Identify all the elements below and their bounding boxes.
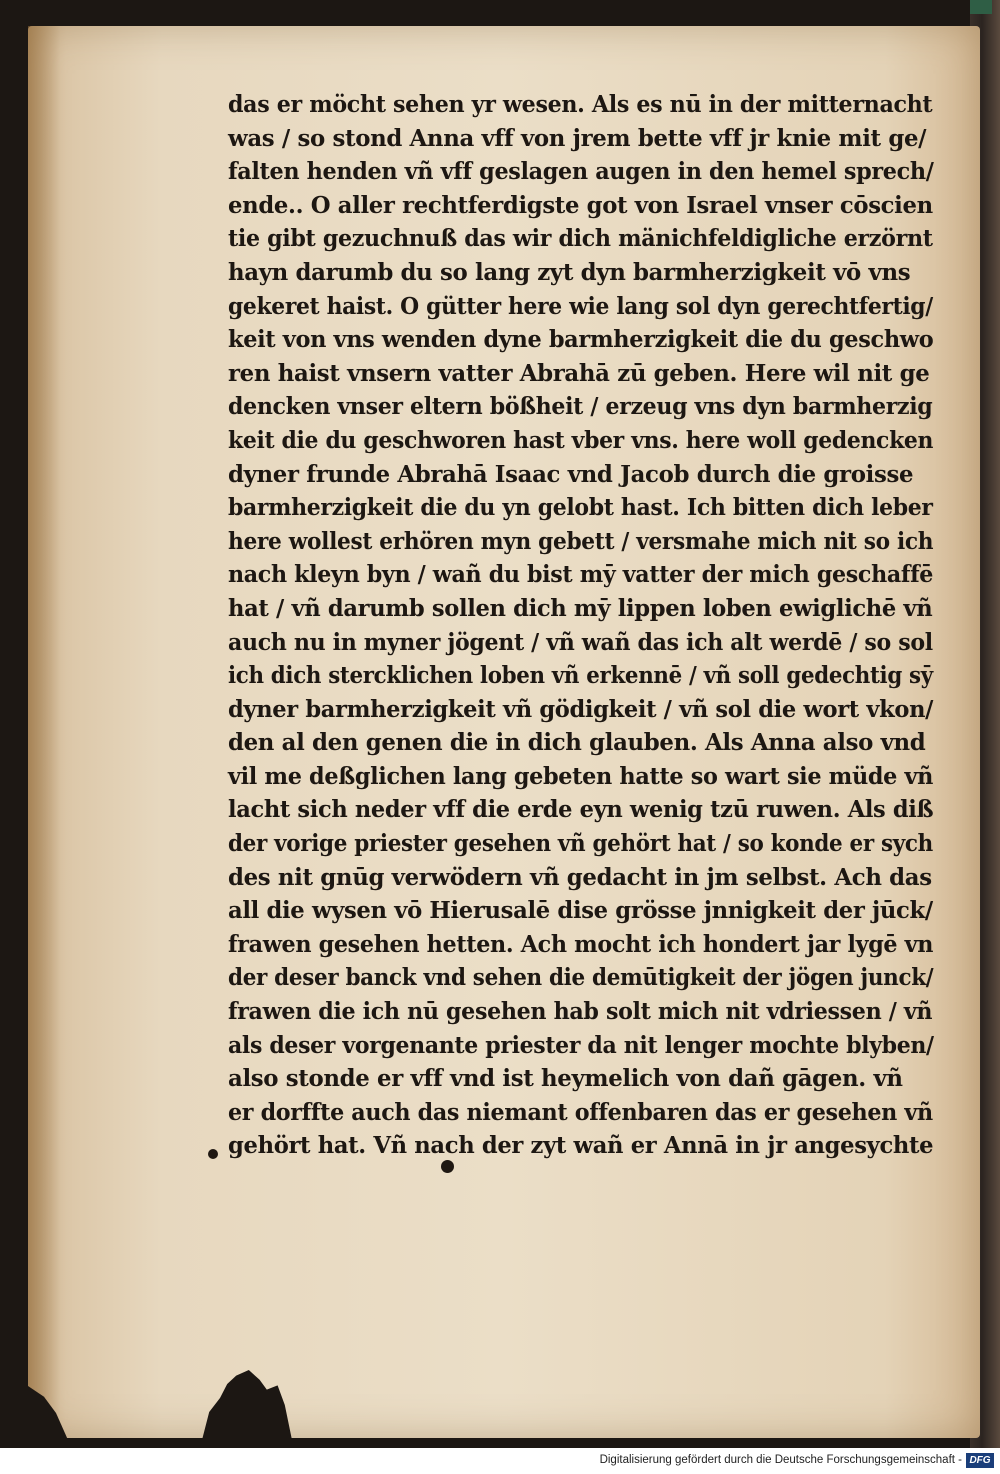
text-line: auch nu in myner jögent / vñ wañ das ich alt werdē / so sol [228, 628, 933, 656]
text-line: gekeret haist. O gütter here wie lang sol dyn gerechtfertig/ [228, 292, 933, 320]
book-binding-tab [970, 0, 992, 14]
funding-credit: Digitalisierung gefördert durch die Deutsche Forschungsgemeinschaft - [599, 1454, 962, 1466]
text-line: hayn darumb du so lang zyt dyn barmherzigkeit vō vns [228, 258, 911, 286]
text-line: was / so stond Anna vff von jrem bette vff jr knie mit ge/ [228, 124, 927, 152]
dfg-logo-icon: DFG [966, 1453, 994, 1468]
text-line: nach kleyn byn / wañ du bist mȳ vatter der mich geschaffē [228, 561, 934, 589]
text-line: ren haist vnsern vatter Abrahā zū geben. Here wil nit ge [228, 359, 930, 387]
text-line: ende.. O aller rechtferdigste got von Israel vnser cōscien [228, 191, 933, 219]
text-line: als deser vorgenante priester da nit lenger mochte blyben/ [228, 1031, 934, 1059]
text-line: keit die du geschworen hast vber vns. here woll gedencken [228, 426, 934, 454]
text-line: keit von vns wenden dyne barmherzigkeit die du geschwo [228, 326, 934, 354]
text-line: falten henden vñ vff geslagen augen in den hemel sprech/ [228, 158, 934, 186]
text-line: dyner barmherzigkeit vñ gödigkeit / vñ sol die wort vkon/ [228, 695, 934, 723]
text-line: der vorige priester gesehen vñ gehört hat / so konde er sych [228, 830, 933, 858]
text-line: gehört hat. Vñ nach der zyt wañ er Annā in jr angesychte [228, 1132, 934, 1160]
ink-dot [208, 1149, 218, 1159]
text-line: hat / vñ darumb sollen dich mȳ lippen loben ewiglichē vñ [228, 594, 933, 622]
text-line: das er möcht sehen yr wesen. Als es nū in der mitternacht [228, 91, 933, 118]
footer-bar [0, 1448, 1000, 1474]
text-line: here wollest erhören myn gebett / versmahe mich nit so ich [228, 527, 934, 555]
text-line: frawen gesehen hetten. Ach mocht ich hondert jar lygē vn [228, 930, 934, 958]
text-line: vil me deßglichen lang gebeten hatte so wart sie müde vñ [228, 762, 934, 790]
text-line: der deser banck vnd sehen die demūtigkeit der jögen junck/ [228, 964, 934, 992]
ink-dot [441, 1160, 454, 1173]
gutter-shadow [28, 26, 60, 1438]
text-line: also stonde er vff vnd ist heymelich von dañ gāgen. vñ [228, 1065, 903, 1093]
paper-damage-hole [202, 1370, 292, 1440]
text-line: er dorffte auch das niemant offenbaren das er gesehen vñ [228, 1098, 933, 1126]
text-line: all die wysen vō Hierusalē dise grösse jnnigkeit der jūck/ [228, 897, 933, 925]
text-line: ich dich stercklichen loben vñ erkennē / vñ soll gedechtig sȳ [228, 662, 933, 690]
text-line: dyner frunde Abrahā Isaac vnd Jacob durch die groisse [228, 460, 914, 488]
text-line: barmherzigkeit die du yn gelobt hast. Ich bitten dich leber [228, 494, 933, 522]
text-line: des nit gnūg verwödern vñ gedacht in jm selbst. Ach das [228, 863, 932, 891]
text-line: tie gibt gezuchnuß das wir dich mänichfeldigliche erzörnt [228, 225, 933, 253]
text-line: den al den genen die in dich glauben. Als Anna also vnd [228, 729, 926, 757]
text-line: frawen die ich nū gesehen hab solt mich nit vdriessen / vñ [228, 998, 933, 1026]
text-line: dencken vnser eltern bößheit / erzeug vns dyn barmherzig [228, 393, 933, 421]
text-line: lacht sich neder vff die erde eyn wenig tzū ruwen. Als diß [228, 796, 934, 824]
blackletter-text-block [228, 88, 938, 1163]
